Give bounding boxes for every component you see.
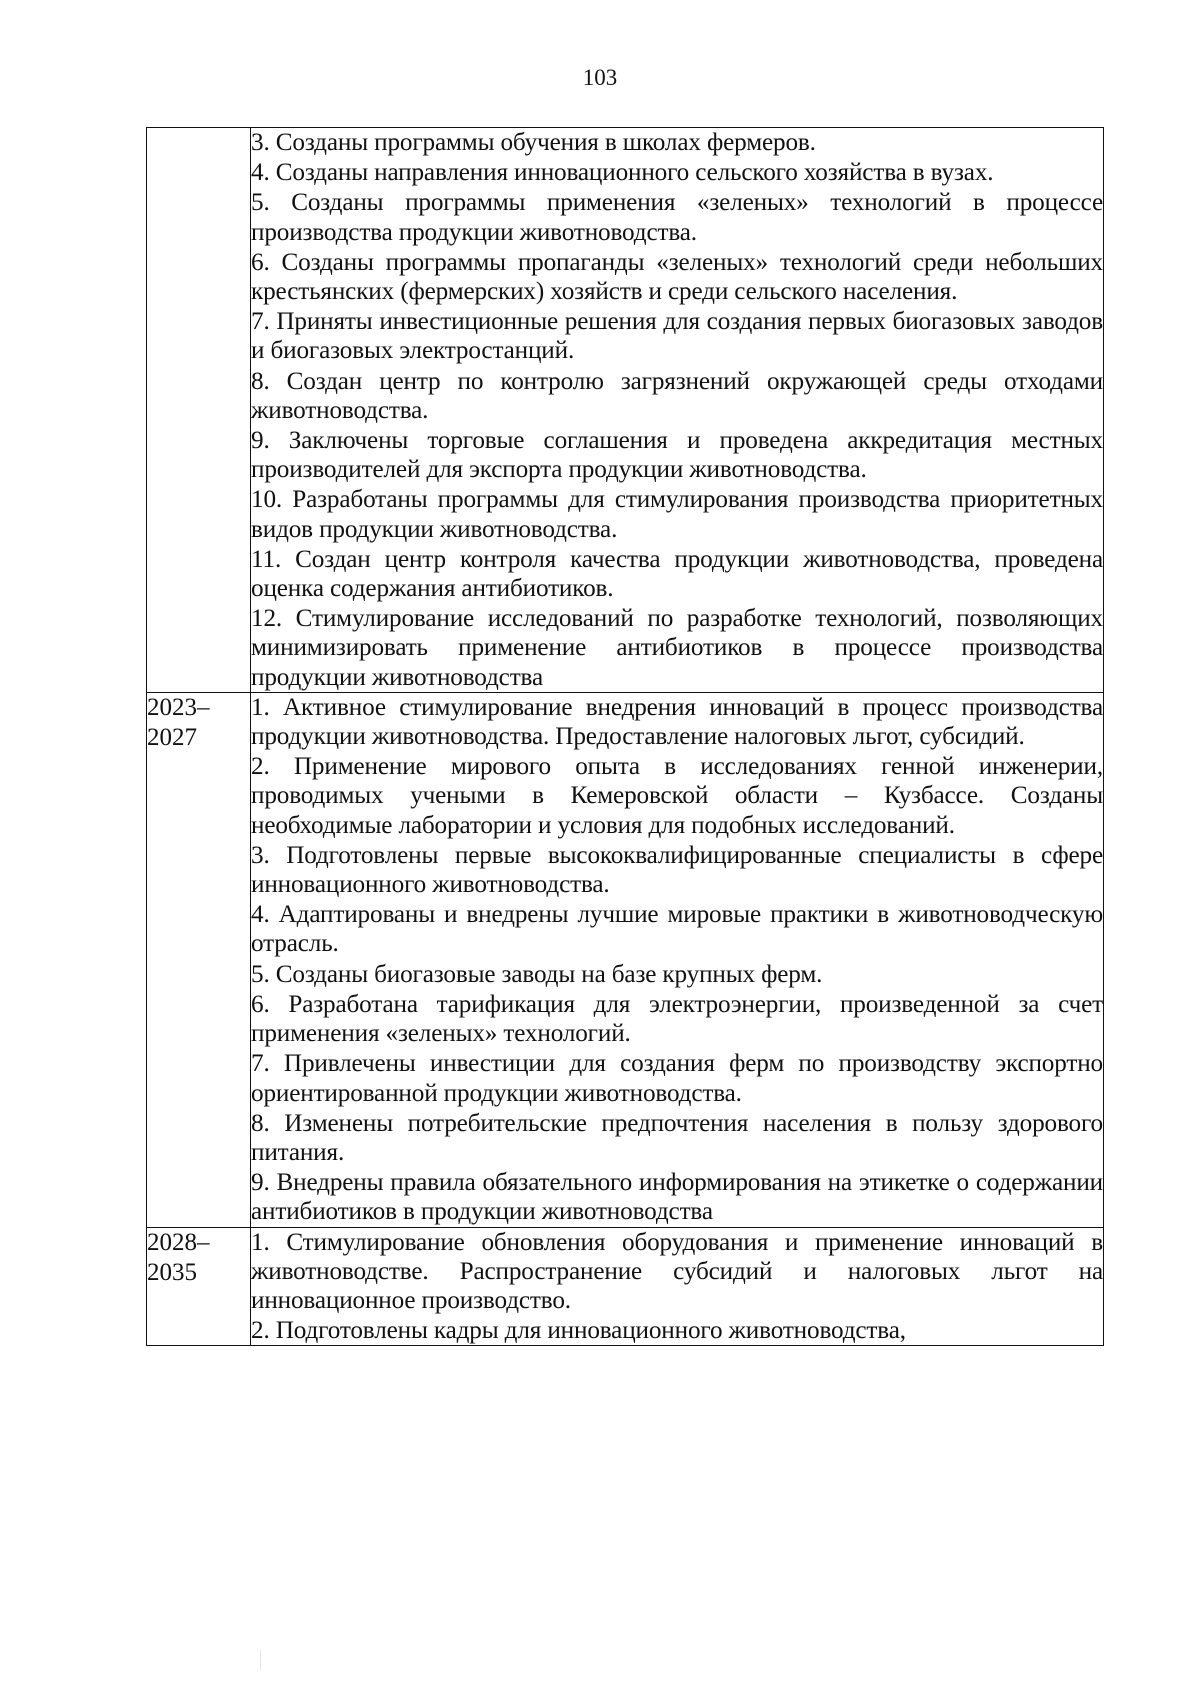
list-item: 7. Привлечены инвестиции для создания ферм по производству экспортно ориентированной продукции животноводства.	[251, 1050, 1103, 1107]
list-item: 1. Стимулирование обновления оборудования и применение инноваций в животноводстве. Распространение субсидий и налоговых льгот на инновационное производство.	[251, 1228, 1103, 1314]
period-cell	[147, 128, 251, 693]
list-item: 4. Адаптированы и внедрены лучшие мировые практики в животноводческую отрасль.	[251, 901, 1103, 958]
page-number: 103	[582, 65, 618, 90]
list-item: 6. Разработана тарификация для электроэнергии, произведенной за счет применения «зеленых» технологий.	[251, 990, 1103, 1048]
period-cell	[147, 692, 251, 1227]
list-item: 2. Применение мирового опыта в исследованиях генной инженерии, проводимых учеными в Кемеровской области – Кузбассе. Созданы необходимые лаборатории и условия для подобных исследований.	[251, 753, 1103, 839]
list-item: 3. Созданы программы обучения в школах фермеров.	[251, 129, 816, 156]
table-row	[147, 128, 1104, 693]
list-item: 9. Заключены торговые соглашения и проведена аккредитация местных производителей для экспорта продукции животноводства.	[251, 427, 1103, 484]
list-item: 8. Создан центр по контролю загрязнений окружающей среды отходами животноводства.	[251, 367, 1103, 424]
table-row	[147, 692, 1104, 1227]
list-item: 3. Подготовлены первые высококвалифицированные специалисты в сфере инновационного животноводства.	[251, 841, 1103, 899]
list-item: 11. Создан центр контроля качества продукции животноводства, проведена оценка содержания антибиотиков.	[251, 545, 1103, 603]
list-item: 5. Созданы программы применения «зеленых» технологий в процессе производства продукции животноводства.	[251, 189, 1103, 246]
list-item: 6. Созданы программы пропаганды «зеленых» технологий среди небольших крестьянских (фермерских) хозяйств и среди сельского населения.	[251, 248, 1103, 306]
period-end: 2027	[147, 723, 197, 751]
period-start: 2028–	[147, 1228, 210, 1256]
measures-table	[146, 127, 1104, 1346]
list-item: 1. Активное стимулирование внедрения инноваций в процесс производства продукции животноводства. Предоставление налоговых льгот, субсидий.	[251, 693, 1103, 751]
list-item: 8. Изменены потребительские предпочтения населения в пользу здорового питания.	[251, 1109, 1103, 1166]
table-row	[147, 1227, 1104, 1346]
list-item: 10. Разработаны программы для стимулирования производства приоритетных видов продукции животноводства.	[251, 486, 1103, 543]
period-cell	[147, 1227, 251, 1346]
list-item: 9. Внедрены правила обязательного информирования на этикетке о содержании антибиотиков в продукции животноводства	[251, 1169, 1103, 1226]
measures-cell	[251, 1227, 1104, 1346]
list-item: 2. Подготовлены кадры для инновационного животноводства,	[251, 1317, 906, 1345]
period-start: 2023–	[147, 693, 210, 721]
measures-cell	[251, 692, 1104, 1227]
scan-mark	[260, 1650, 261, 1670]
list-item: 7. Приняты инвестиционные решения для создания первых биогазовых заводов и биогазовых электростанций.	[251, 308, 1103, 365]
period-end: 2035	[147, 1258, 197, 1286]
list-item: 12. Стимулирование исследований по разработке технологий, позволяющих минимизировать применение антибиотиков в процессе производства продукции животноводства	[251, 605, 1103, 691]
list-item: 5. Созданы биогазовые заводы на базе крупных ферм.	[251, 960, 823, 988]
list-item: 4. Созданы направления инновационного сельского хозяйства в вузах.	[251, 159, 994, 187]
measures-cell	[251, 128, 1104, 693]
